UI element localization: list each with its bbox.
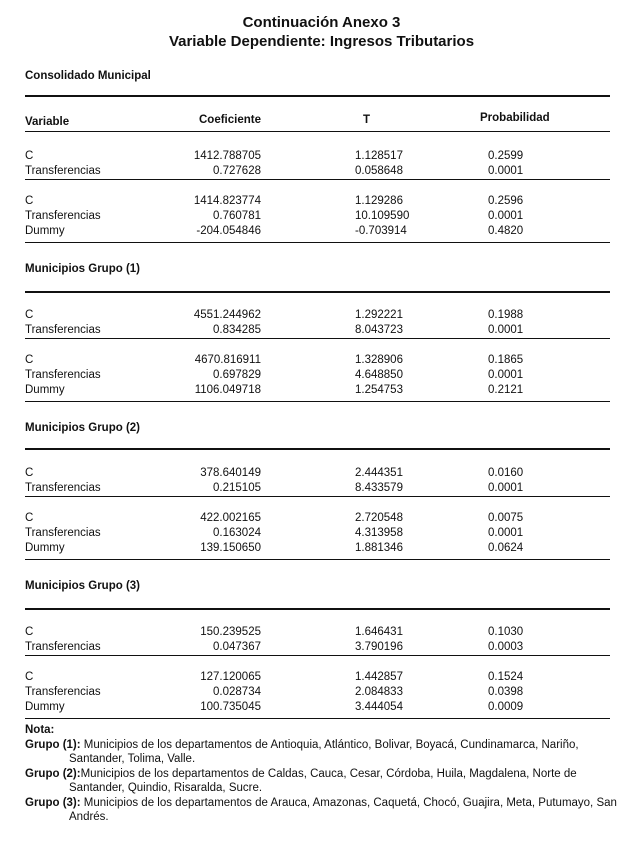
t-cell: 1.646431 <box>355 626 403 638</box>
section-title: Municipios Grupo (1) <box>25 263 140 275</box>
table-row <box>25 527 610 540</box>
probabilidad-cell: 0.2596 <box>488 195 524 207</box>
table-row <box>25 641 610 654</box>
coeficiente-cell: 1414.823774 <box>193 195 261 207</box>
probabilidad-cell: 0.0001 <box>488 369 524 381</box>
section-title: Municipios Grupo (3) <box>25 580 140 592</box>
probabilidad-cell: 0.2121 <box>488 384 524 396</box>
variable-cell: Transferencias <box>25 165 101 177</box>
variable-cell: C <box>25 512 34 524</box>
t-cell: 10.109590 <box>355 210 410 222</box>
probabilidad-cell: 0.0001 <box>488 324 524 336</box>
table-row <box>25 165 610 178</box>
model-end-rule <box>25 401 610 402</box>
coeficiente-cell: 0.834285 <box>213 324 261 336</box>
model-end-rule <box>25 496 610 497</box>
table-row <box>25 150 610 163</box>
t-cell: 2.444351 <box>355 467 403 479</box>
variable-cell: C <box>25 626 34 638</box>
coeficiente-cell: 0.727628 <box>213 165 261 177</box>
variable-cell: Dummy <box>25 384 65 396</box>
table-row <box>25 626 610 639</box>
t-cell: 2.720548 <box>355 512 403 524</box>
coeficiente-cell: 100.735045 <box>200 701 261 713</box>
t-cell: 1.129286 <box>355 195 403 207</box>
probabilidad-cell: 0.2599 <box>488 150 524 162</box>
probabilidad-cell: 0.0075 <box>488 512 524 524</box>
probabilidad-cell: 0.0001 <box>488 482 524 494</box>
note-group-sep: : <box>76 767 81 780</box>
variable-cell: Transferencias <box>25 686 101 698</box>
coeficiente-cell: 4551.244962 <box>193 309 261 321</box>
document-subtitle: Variable Dependiente: Ingresos Tributarios <box>168 33 475 50</box>
table-row <box>25 482 610 495</box>
variable-cell: Dummy <box>25 225 65 237</box>
column-header-probabilidad: Probabilidad <box>480 112 550 124</box>
variable-cell: Transferencias <box>25 210 101 222</box>
model-end-rule <box>25 718 610 719</box>
probabilidad-cell: 0.4820 <box>488 225 524 237</box>
table-row <box>25 512 610 525</box>
header-rule <box>25 131 610 132</box>
table-row <box>25 210 610 223</box>
t-cell: 0.058648 <box>355 165 403 177</box>
note-group-text: Municipios de los departamentos de Arauca, Amazonas, Caquetá, Chocó, Guajira, Meta, Putumayo, San Andrés. <box>69 796 617 823</box>
probabilidad-cell: 0.1524 <box>488 671 524 683</box>
notes <box>25 723 625 825</box>
document-title: Continuación Anexo 3 <box>242 14 401 31</box>
variable-cell: Transferencias <box>25 482 101 494</box>
notes-heading: Nota: <box>25 724 55 736</box>
variable-cell: Transferencias <box>25 527 101 539</box>
variable-cell: C <box>25 150 34 162</box>
model-end-rule <box>25 179 610 180</box>
coeficiente-cell: 0.760781 <box>213 210 261 222</box>
note-group-text: Municipios de los departamentos de Caldas, Cauca, Cesar, Córdoba, Huila, Magdalena, Norte de Santander, Quindio, Risaralda, Sucre. <box>69 767 577 794</box>
table-row <box>25 309 610 322</box>
t-cell: 1.881346 <box>355 542 403 554</box>
probabilidad-cell: 0.0001 <box>488 210 524 222</box>
coeficiente-cell: 4670.816911 <box>194 354 261 366</box>
variable-cell: Dummy <box>25 542 65 554</box>
t-cell: 3.790196 <box>355 641 403 653</box>
probabilidad-cell: 0.0624 <box>488 542 524 554</box>
coeficiente-cell: 139.150650 <box>200 542 261 554</box>
t-cell: 1.442857 <box>355 671 403 683</box>
section-rule <box>25 95 610 97</box>
variable-cell: Transferencias <box>25 641 101 653</box>
model-end-rule <box>25 655 610 656</box>
variable-cell: C <box>25 309 34 321</box>
probabilidad-cell: 0.0003 <box>488 641 524 653</box>
table-row <box>25 542 610 555</box>
coeficiente-cell: 1106.049718 <box>194 384 261 396</box>
table-row <box>25 384 610 397</box>
section-rule <box>25 448 610 450</box>
section-title: Municipios Grupo (2) <box>25 422 140 434</box>
t-cell: 1.292221 <box>355 309 403 321</box>
variable-cell: Transferencias <box>25 324 101 336</box>
section-rule <box>25 608 610 610</box>
probabilidad-cell: 0.0160 <box>488 467 524 479</box>
variable-cell: C <box>25 671 34 683</box>
column-header-t: T <box>363 114 371 126</box>
model-end-rule <box>25 338 610 339</box>
note-group-text: Municipios de los departamentos de Antioquia, Atlántico, Bolivar, Boyacá, Cundinamarca, Nariño, Santander, Tolima, Valle. <box>69 738 579 765</box>
section-rule <box>25 291 610 293</box>
coeficiente-cell: 0.028734 <box>213 686 261 698</box>
t-cell: 4.648850 <box>355 369 403 381</box>
t-cell: 8.043723 <box>355 324 403 336</box>
coeficiente-cell: 0.163024 <box>213 527 261 539</box>
coeficiente-cell: 150.239525 <box>200 626 261 638</box>
note-group-2 <box>25 767 625 796</box>
coeficiente-cell: -204.054846 <box>196 225 261 237</box>
table-row <box>25 686 610 699</box>
note-group-3 <box>25 796 625 825</box>
coeficiente-cell: 0.697829 <box>213 369 261 381</box>
table-row <box>25 701 610 714</box>
column-header-variable: Variable <box>25 116 70 128</box>
model-end-rule <box>25 559 610 560</box>
t-cell: 8.433579 <box>355 482 403 494</box>
variable-cell: C <box>25 195 34 207</box>
t-cell: 1.128517 <box>355 150 403 162</box>
coeficiente-cell: 378.640149 <box>200 467 261 479</box>
probabilidad-cell: 0.1030 <box>488 626 524 638</box>
table-row <box>25 467 610 480</box>
note-group-label: Grupo (3) <box>25 796 77 809</box>
t-cell: 1.254753 <box>355 384 403 396</box>
t-cell: 4.313958 <box>355 527 403 539</box>
model-end-rule <box>25 242 610 243</box>
probabilidad-cell: 0.1865 <box>488 354 524 366</box>
coeficiente-cell: 422.002165 <box>200 512 261 524</box>
note-group-label: Grupo (2) <box>25 767 77 780</box>
coeficiente-cell: 1412.788705 <box>193 150 261 162</box>
variable-cell: Transferencias <box>25 369 101 381</box>
section-title: Consolidado Municipal <box>25 70 151 82</box>
note-group-1 <box>25 738 625 767</box>
table-row <box>25 354 610 367</box>
note-group-sep: : <box>76 738 84 751</box>
column-header-coeficiente: Coeficiente <box>199 114 261 126</box>
variable-cell: Dummy <box>25 701 65 713</box>
table-row <box>25 671 610 684</box>
variable-cell: C <box>25 354 34 366</box>
note-group-label: Grupo (1) <box>25 738 77 751</box>
probabilidad-cell: 0.0009 <box>488 701 524 713</box>
note-group-sep: : <box>76 796 84 809</box>
probabilidad-cell: 0.0001 <box>488 165 524 177</box>
coeficiente-cell: 0.215105 <box>213 482 261 494</box>
variable-cell: C <box>25 467 34 479</box>
probabilidad-cell: 0.0001 <box>488 527 524 539</box>
probabilidad-cell: 0.1988 <box>488 309 524 321</box>
coeficiente-cell: 0.047367 <box>213 641 261 653</box>
probabilidad-cell: 0.0398 <box>488 686 524 698</box>
t-cell: 2.084833 <box>355 686 403 698</box>
t-cell: 1.328906 <box>355 354 403 366</box>
coeficiente-cell: 127.120065 <box>200 671 261 683</box>
table-row <box>25 225 610 238</box>
t-cell: -0.703914 <box>355 225 407 237</box>
table-row <box>25 195 610 208</box>
t-cell: 3.444054 <box>355 701 403 713</box>
table-row <box>25 324 610 337</box>
table-row <box>25 369 610 382</box>
